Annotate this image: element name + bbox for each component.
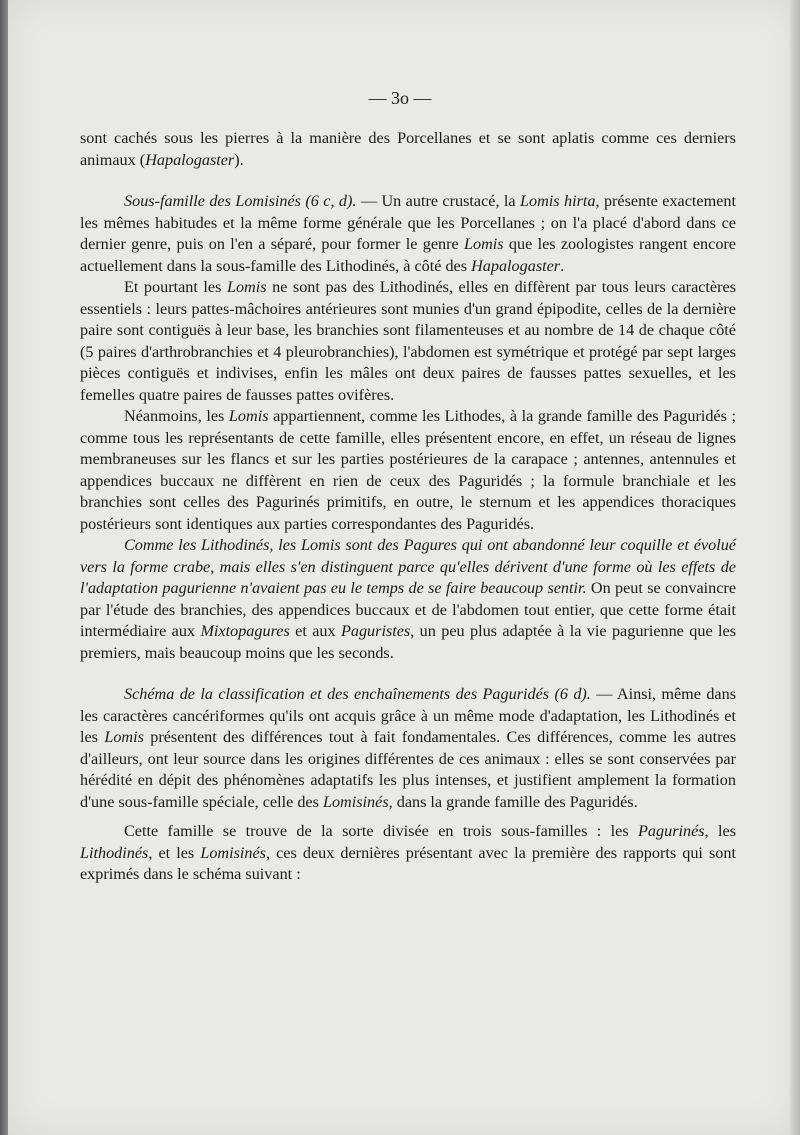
text-run: , et les bbox=[148, 843, 201, 862]
text-run: Et pourtant les bbox=[124, 278, 227, 296]
italic-text-run: Schéma de la classification et des enchaînements des Paguridés (6 d). bbox=[124, 685, 591, 703]
page-right-edge bbox=[790, 0, 800, 1135]
body-text bbox=[80, 128, 736, 886]
page-left-edge bbox=[0, 0, 8, 1135]
text-run: — Un autre crustacé, la bbox=[356, 192, 520, 210]
paragraph-continuation bbox=[80, 128, 736, 171]
italic-text-run: Paguristes bbox=[340, 622, 411, 640]
italic-text-run: Hapalogaster bbox=[145, 150, 235, 169]
text-run: appartiennent, comme les Lithodes, à la grande famille des Paguridés ; comme tous les représentants de cette famille, elles présentent encore, en effet, un réseau de lignes membraneuses sur les flancs et sur les parties postérieures de la carapace ; antennes, antennules et appendices buccaux ne diffèrent en rien de ceux des Paguridés ; la formule branchiale et les branchies sont celles des Pagurinés primitifs, en outre, le sternum et les appendices thoraciques postérieurs sont identiques aux parties correspondantes des Paguridés. bbox=[80, 407, 736, 533]
paragraph-lomisines-heading bbox=[80, 191, 736, 277]
text-run: Néanmoins, les bbox=[124, 407, 229, 425]
italic-text-run: Mixtopagures bbox=[200, 622, 290, 640]
paragraph-lomis-origin bbox=[80, 535, 736, 664]
italic-text-run: Pagurinés bbox=[638, 822, 705, 840]
text-run: ne sont pas des Lithodinés, elles en diffèrent par tous leurs caractères essentiels : leurs pattes-mâchoires antérieures sont munies d'un grand épipodite, celles de la dernière paire sont contiguës à leur base, les branchies sont filamenteuses et au nombre de 14 de chaque côté (5 paires d'arthrobranchies et 4 pleurobranchies), l'abdomen est symétrique et protégé par sept larges pièces contiguës et indivises, enfin les mâles ont deux paires de fausses pattes sexuelles, et les femelles quatre paires de fausses pattes ovifères. bbox=[80, 278, 736, 404]
italic-text-run: Sous-famille des Lomisinés (6 c, d). bbox=[124, 192, 357, 210]
paragraph-schema-heading bbox=[80, 684, 736, 813]
italic-text-run: Lomis bbox=[104, 728, 144, 746]
text-run: , présente exactement les mêmes habitudes et la même forme générale que les Porcellanes ; on l'a placé d'abord dans ce dernier genre, puis on l'en a séparé, pour former le genre bbox=[80, 192, 736, 253]
italic-text-run: Lomis bbox=[228, 407, 269, 425]
paragraph-three-subfamilies bbox=[80, 821, 736, 886]
text-run: ). bbox=[234, 150, 244, 169]
italic-text-run: Hapalogaster bbox=[471, 256, 561, 275]
italic-text-run: Lomis bbox=[226, 278, 267, 296]
text-run: — Ainsi, même dans les caractères cancériformes qu'ils ont acquis grâce à un même mode d'adaptation, les Lithodinés et les bbox=[80, 685, 736, 746]
text-run: . bbox=[560, 256, 565, 275]
page-number: — 3o — bbox=[368, 88, 432, 108]
paragraph-lomis-pagurides bbox=[80, 406, 736, 535]
text-run: On peut se convaincre par l'étude des branchies, des appendices buccaux et de l'abdomen tout entier, que cette forme était intermédiaire aux bbox=[80, 579, 737, 640]
italic-text-run: Lithodinés bbox=[80, 843, 149, 862]
text-run: Cette famille se trouve de la sorte divisée en trois sous-familles : les bbox=[124, 822, 639, 840]
text-run: , dans la grande famille des Paguridés. bbox=[388, 792, 638, 811]
paragraph-lomis-differences bbox=[80, 277, 736, 406]
text-run: que les zoologistes rangent encore actuellement dans la sous-famille des Lithodinés, à côté des bbox=[80, 235, 736, 275]
text-run: présentent des différences tout à fait fondamentales. Ces différences, comme les autres d'ailleurs, ont leur source dans les origines différentes de ces animaux : elles se sont conservées par hérédité en dépit des phénomènes adaptatifs les plus intenses, et justifient amplement la formation d'une sous-famille spéciale, celle des bbox=[80, 728, 736, 811]
italic-text-run: Lomis bbox=[464, 235, 504, 253]
text-run: , un peu plus adaptée à la vie pagurienne que les premiers, mais beaucoup moins que les seconds. bbox=[80, 622, 736, 662]
italic-text-run: Lomis hirta bbox=[520, 192, 596, 210]
text-run: et aux bbox=[289, 622, 341, 640]
italic-text-run: Lomisinés bbox=[322, 792, 389, 811]
text-run: , ces deux dernières présentant avec la première des rapports qui sont exprimés dans le schéma suivant : bbox=[80, 843, 736, 883]
text-run: sont cachés sous les pierres à la manière des Porcellanes et se sont aplatis comme ces derniers animaux ( bbox=[80, 129, 736, 169]
text-run: , les bbox=[704, 822, 736, 840]
italic-text-run: Comme les Lithodinés, les Lomis sont des Pagures qui ont abandonné leur coquille et évolué vers la forme crabe, mais elles s'en distinguent parce qu'elles dérivent d'une forme où les effets de l'adaptation pagurienne n'avaient pas eu le temps de se faire beaucoup sentir. bbox=[80, 536, 736, 597]
italic-text-run: Lomisinés bbox=[200, 843, 266, 862]
